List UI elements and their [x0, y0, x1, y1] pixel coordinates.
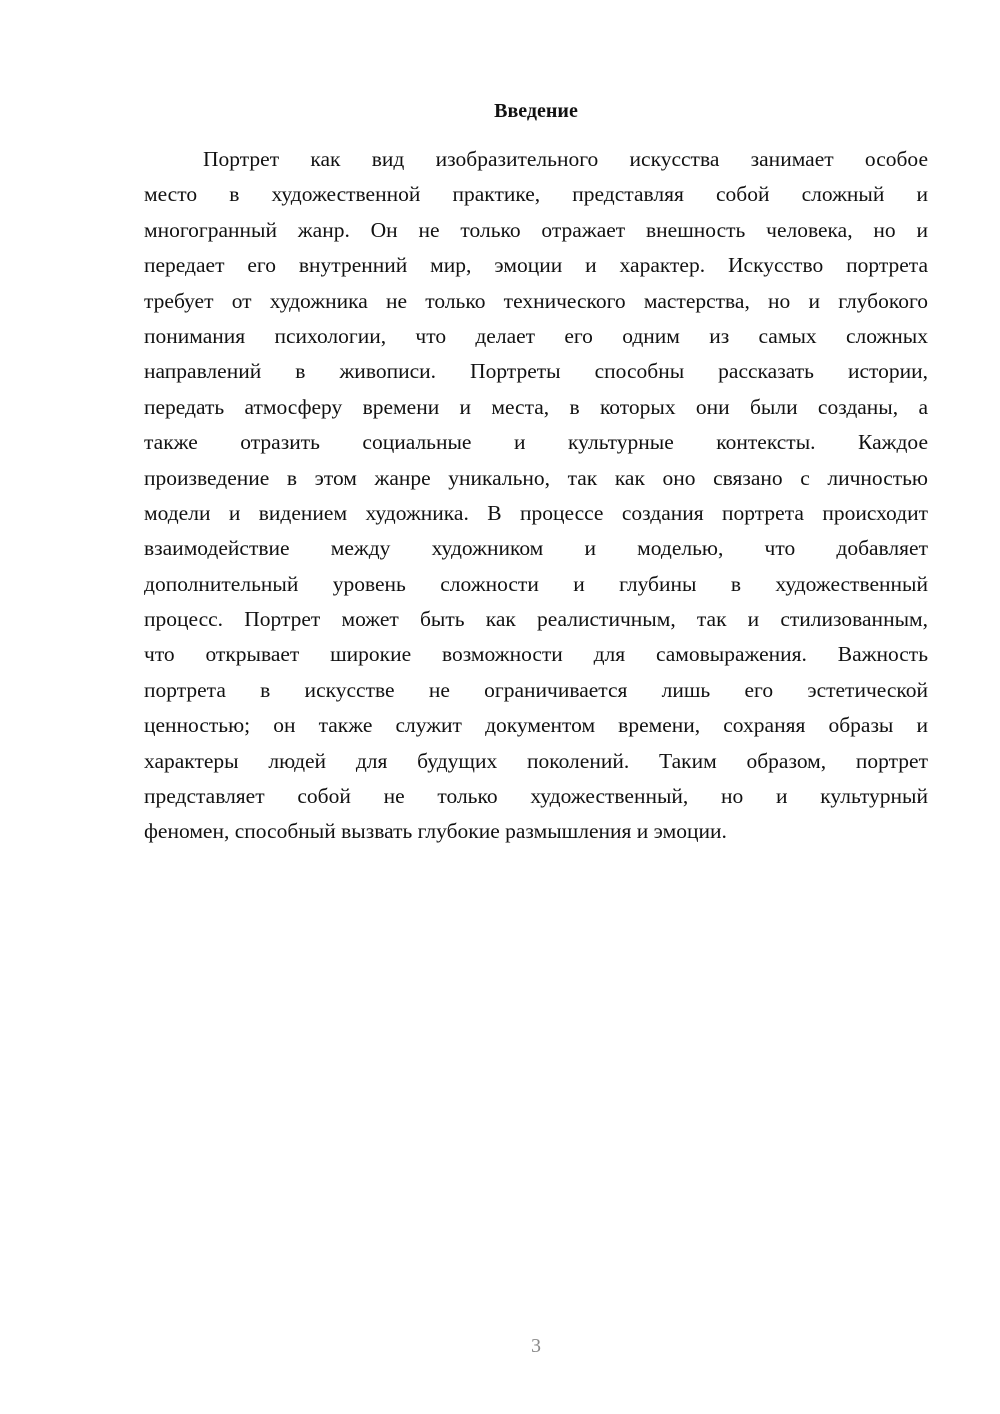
- paragraph-line: феномен, способный вызвать глубокие размышления и эмоции.: [144, 819, 727, 844]
- page-number: 3: [531, 1335, 541, 1357]
- paragraph-line: представляет собой не только художественный, но и культурный: [144, 784, 928, 809]
- section-heading: Введение: [494, 100, 578, 122]
- paragraph-line: также отразить социальные и культурные контексты. Каждое: [144, 430, 928, 455]
- paragraph-line: место в художественной практике, представляя собой сложный и: [144, 182, 928, 207]
- paragraph-line: Портрет как вид изобразительного искусства занимает особое: [203, 147, 928, 171]
- paragraph-line: передает его внутренний мир, эмоции и характер. Искусство портрета: [144, 253, 928, 278]
- paragraph-line: произведение в этом жанре уникально, так как оно связано с личностью: [144, 465, 928, 490]
- paragraph-line: дополнительный уровень сложности и глубины в художественный: [144, 571, 928, 596]
- paragraph-line: модели и видением художника. В процессе создания портрета происходит: [144, 500, 928, 525]
- paragraph-line: понимания психологии, что делает его одним из самых сложных: [144, 323, 928, 348]
- paragraph-line: процесс. Портрет может быть как реалистичным, так и стилизованным,: [144, 607, 928, 632]
- paragraph-line: портрета в искусстве не ограничивается лишь его эстетической: [144, 677, 928, 702]
- body-paragraph: [144, 142, 928, 850]
- paragraph-line: взаимодействие между художником и моделью, что добавляет: [144, 536, 928, 561]
- paragraph-line: ценностью; он также служит документом времени, сохраняя образы и: [144, 713, 928, 738]
- paragraph-line: характеры людей для будущих поколений. Таким образом, портрет: [144, 748, 928, 773]
- paragraph-line: многогранный жанр. Он не только отражает внешность человека, но и: [144, 217, 928, 242]
- paragraph-line: требует от художника не только технического мастерства, но и глубокого: [144, 288, 928, 313]
- paragraph-line: что открывает широкие возможности для самовыражения. Важность: [144, 642, 928, 667]
- paragraph-line: направлений в живописи. Портреты способны рассказать истории,: [144, 359, 928, 384]
- paragraph-line: передать атмосферу времени и места, в которых они были созданы, а: [144, 394, 928, 419]
